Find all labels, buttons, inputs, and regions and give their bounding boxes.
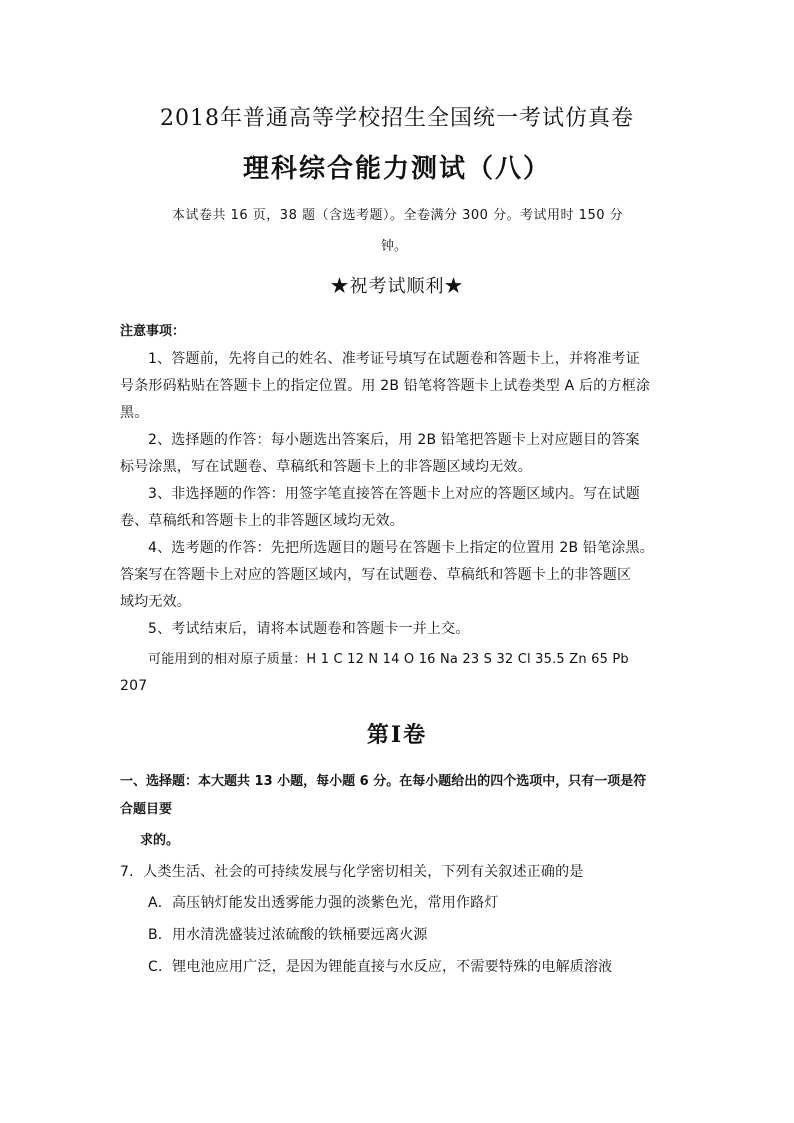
notice-line: 5、考试结束后，请将本试题卷和答题卡一并上交。 (148, 621, 470, 637)
notice-line: 标号涂黑，写在试题卷、草稿纸和答题卡上的非答题区域均无效。 (120, 459, 532, 475)
exam-title: 2018年普通高等学校招生全国统一考试仿真卷 (160, 106, 634, 131)
notice-line: 卷、草稿纸和答题卡上的非答题区域均无效。 (120, 513, 404, 529)
notice-line: 域均无效。 (120, 594, 191, 610)
notice-line: 黑。 (120, 405, 149, 421)
notice-line: 3、非选择题的作答：用签字笔直接答在答题卡上对应的答题区域内。写在试题 (148, 486, 640, 502)
section-instruction-line-3: 求的。 (140, 833, 180, 848)
exam-intro-line-1: 本试卷共 16 页，38 题（含选考题）。全卷满分 300 分。考试用时 150 分 (172, 208, 624, 223)
notice-line: 1、答题前，先将自己的姓名、准考证号填写在试题卷和答题卡上，并将准考证 (148, 351, 640, 367)
section-instruction-line-2: 合题目要 (120, 802, 173, 817)
section-title: 第Ⅰ卷 (366, 722, 428, 748)
section-instruction-line-1: 一、选择题：本大题共 13 小题，每小题 6 分。在每小题给出的四个选项中，只有一项是符 (120, 774, 647, 789)
question-option-a: A．高压钠灯能发出透雾能力强的淡紫色光，常用作路灯 (148, 895, 499, 911)
subject-title: 理科综合能力测试（八） (242, 154, 551, 184)
question-option-b: B．用水清洗盛装过浓硫酸的铁桶要远离火源 (148, 927, 428, 943)
notice-heading: 注意事项： (120, 324, 186, 339)
question-stem: 7．人类生活、社会的可持续发展与化学密切相关，下列有关叙述正确的是 (120, 864, 584, 880)
atomic-mass-line: 可能用到的相对原子质量：H 1 C 12 N 14 O 16 Na 23 S 32 Cl 35.5 Zn 65 Pb (148, 652, 629, 667)
notice-line: 答案写在答题卡上对应的答题区域内，写在试题卷、草稿纸和答题卡上的非答题区 (120, 567, 632, 583)
notice-line: 4、选考题的作答：先把所选题目的题号在答题卡上指定的位置用 2B 铅笔涂黑。 (148, 540, 654, 556)
exam-intro-line-2: 钟。 (381, 239, 408, 254)
atomic-mass-line-continued: 207 (120, 678, 148, 694)
question-option-c: C．锂电池应用广泛，是因为锂能直接与水反应，不需要特殊的电解质溶液 (148, 959, 613, 975)
notice-line: 2、选择题的作答：每小题选出答案后，用 2B 铅笔把答题卡上对应题目的答案 (148, 432, 640, 448)
good-luck-banner: ★祝考试顺利★ (330, 276, 464, 297)
notice-line: 号条形码粘贴在答题卡上的指定位置。用 2B 铅笔将答题卡上试卷类型 A 后的方框涂 (120, 378, 651, 394)
